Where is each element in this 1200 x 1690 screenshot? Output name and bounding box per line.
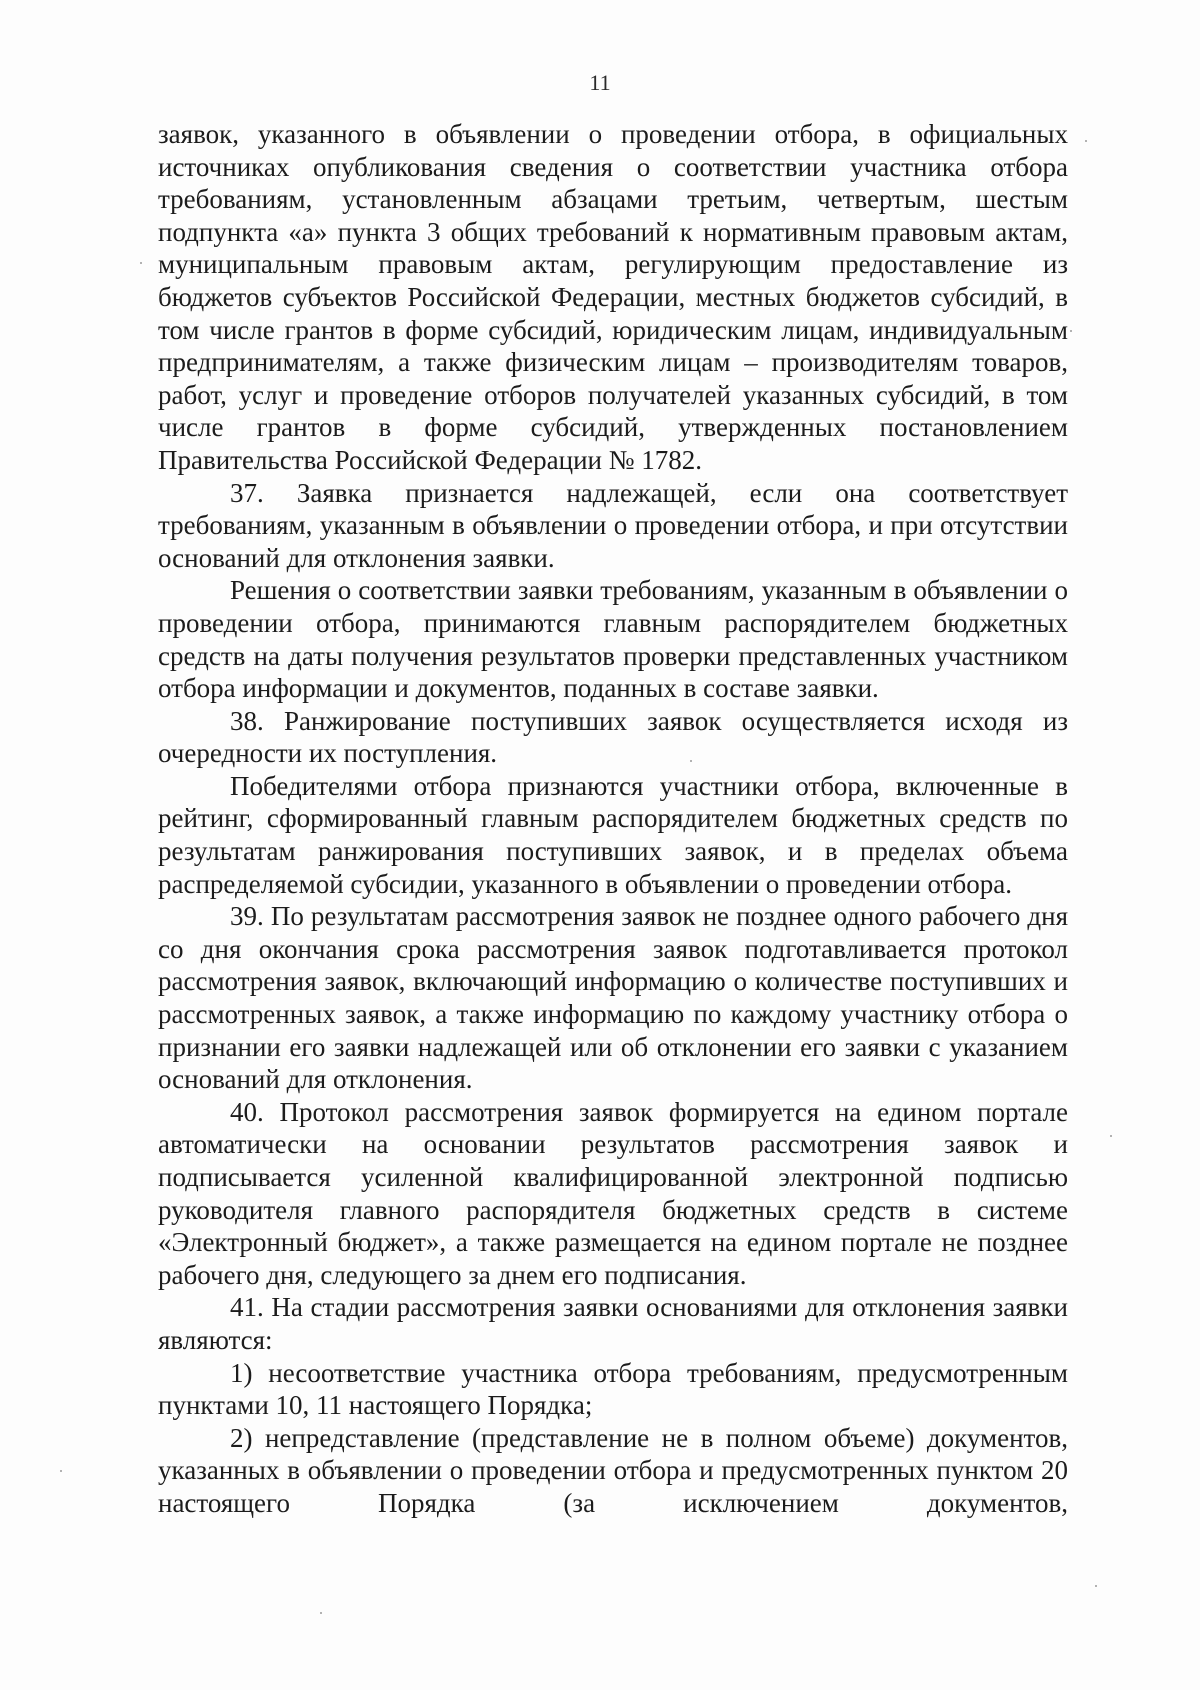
scan-speck	[1095, 1585, 1097, 1587]
scan-speck	[1085, 140, 1087, 142]
paragraph-continuation: заявок, указанного в объявлении о проведении отбора, в официальных источниках опубликования сведения о соответствии участника отбора требованиям, установленным абзацами третьим, четвертым, шестым подпункта «а» пункта 3 общих требований к нормативным правовым актам, муниципальным правовым актам, регулирующим предоставление из бюджетов субъектов Российской Федерации, местных бюджетов субсидий, в том числе грантов в форме субсидий, юридическим лицам, индивидуальным предпринимателям, а также физическим лицам – производителям товаров, работ, услуг и проведение отборов получателей указанных субсидий, в том числе грантов в форме субсидий, утвержденных постановлением Правительства Российской Федерации № 1782.	[158, 119, 1068, 475]
scan-speck	[320, 1612, 322, 1614]
scan-speck	[690, 760, 692, 762]
document-body	[158, 118, 1068, 1520]
paragraph-item-40: 40. Протокол рассмотрения заявок формируется на едином портале автоматически на основании результатов рассмотрения заявок и подписывается усиленной квалифицированной электронной подписью руководителя главного распорядителя бюджетных средств в системе «Электронный бюджет», а также размещается на едином портале не позднее рабочего дня, следующего за днем его подписания.	[158, 1096, 1068, 1290]
paragraph-item-38: 38. Ранжирование поступивших заявок осуществляется исходя из очередности их поступления.	[158, 705, 1068, 769]
list-item-1: 1) несоответствие участника отбора требованиям, предусмотренным пунктами 10, 11 настоящего Порядка;	[158, 1357, 1068, 1421]
paragraph-winners: Победителями отбора признаются участники отбора, включенные в рейтинг, сформированный главным распорядителем бюджетных средств по результатам ранжирования поступивших заявок, и в пределах объема распределяемой субсидии, указанного в объявлении о проведении отбора.	[158, 770, 1068, 899]
paragraph-decisions: Решения о соответствии заявки требованиям, указанным в объявлении о проведении отбора, принимаются главным распорядителем бюджетных средств на даты получения результатов проверки представленных участником отбора информации и документов, поданных в составе заявки.	[158, 575, 1068, 704]
scan-speck	[60, 1470, 62, 1472]
scan-speck	[140, 262, 142, 264]
paragraph-item-39: 39. По результатам рассмотрения заявок не позднее одного рабочего дня со дня окончания срока рассмотрения заявок подготавливается протокол рассмотрения заявок, включающий информацию о количестве поступивших и рассмотренных заявок, а также информацию по каждому участнику отбора о признании его заявки надлежащей или об отклонении его заявки с указанием оснований для отклонения.	[158, 901, 1068, 1095]
scan-speck	[1110, 1135, 1112, 1137]
paragraph-item-41: 41. На стадии рассмотрения заявки основаниями для отклонения заявки являются:	[158, 1292, 1068, 1355]
page-number: 11	[589, 70, 611, 95]
paragraph-item-37: 37. Заявка признается надлежащей, если она соответствует требованиям, указанным в объявлении о проведении отбора, и при отсутствии оснований для отклонения заявки.	[158, 477, 1068, 573]
list-item-2: 2) непредставление (представление не в полном объеме) документов, указанных в объявлении о проведении отбора и предусмотренных пунктом 20 настоящего Порядка (за исключением документов,	[158, 1422, 1068, 1518]
scan-speck	[1070, 330, 1072, 332]
